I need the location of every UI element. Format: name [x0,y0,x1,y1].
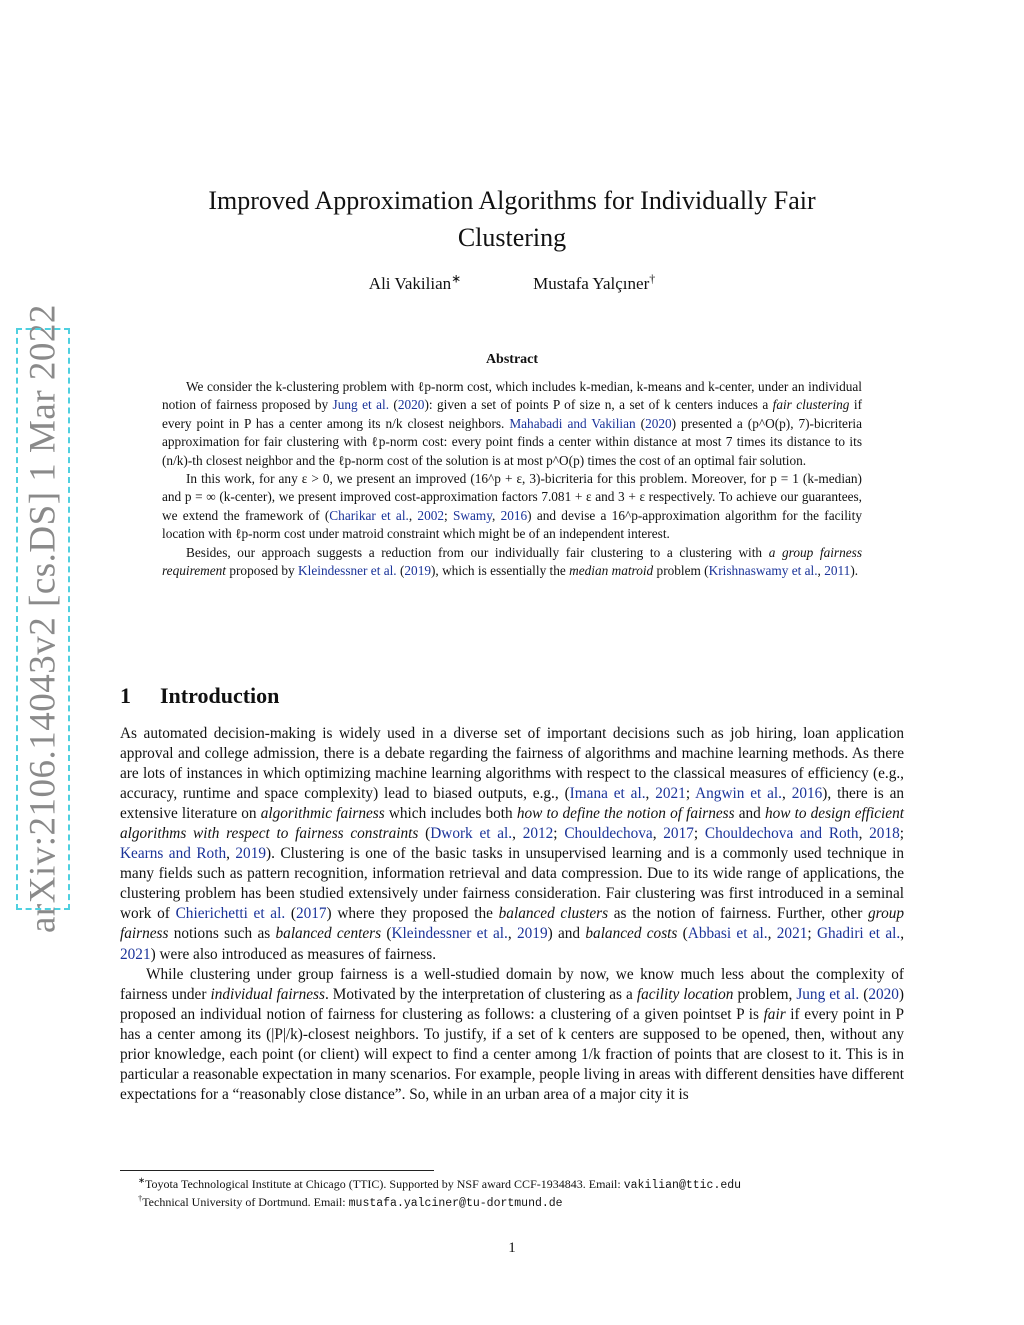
citation-year-link[interactable]: 2021 [120,945,151,963]
body-paragraph: While clustering under group fairness is a well-studied domain by now, we know much less about the complexity of fairness under individual fairness. Motivated by the interpretation of clustering as a facility location problem, Jung et al. (2020) proposed an individual notion of fairness for clustering as follows: a clustering of a given pointset P is fair if every point in P has a center among its (|P|/k)-closest neighbors. To justify, if a set of k centers are supposed to be opened, then, without any prior knowledge, each point (or client) will expect to find a center among 1/k fraction of points that are closest to it. This is in particular a reasonable expectation in many scenarios. For example, people living in areas with different densities have different expectations for a “reasonably close distance”. So, while in an urban area of a major city it is [120,965,905,1103]
author-name: Mustafa Yalçıner [533,274,650,293]
author-name: Ali Vakilian [368,274,452,293]
footnotes [120,1176,904,1212]
section-title: Introduction [160,683,280,708]
section-heading-introduction [120,683,910,709]
footnote-mark[interactable]: † [649,271,656,286]
abstract-paragraph: In this work, for any ε > 0, we present an improved (16^p + ε, 3)-bicriteria for this problem. Moreover, for p = 1 (k-median) and p = ∞ (k-center), we present improved cost-approximation factors 7.081 + ε and 3 + ε respectively. To achieve our guarantees, we extend the framework of (Charikar et al., 2002; Swamy, 2016) and devise a 16^p-approximation algorithm for the facility location with ℓp-norm cost under matroid constraint which might be of an independent interest. [162,471,862,542]
citation-year-link[interactable]: 2016 [791,785,823,803]
introduction-body [120,724,904,1105]
abstract-paragraph: Besides, our approach suggests a reduction from our individually fair clustering to a clustering with a group fairness requirement proposed by Kleindessner et al. (2019), which is essentially the median matroid problem (Krishnaswamy et al., 2011). [162,544,862,579]
abstract-heading: Abstract [485,352,539,367]
citation-year-link[interactable]: 2020 [868,985,899,1003]
citation-year-link[interactable]: 2012 [522,825,554,843]
citation-link[interactable]: Abbasi et al. [687,925,768,943]
citation-year-link[interactable]: 2020 [397,397,425,413]
citation-link[interactable]: Angwin et al. [695,785,783,803]
citation-link[interactable]: Mahabadi and Vakilian [509,415,636,431]
citation-year-link[interactable]: 2016 [500,507,528,523]
citation-link[interactable]: Jung et al. [332,397,390,413]
abstract-paragraph: We consider the k-clustering problem with ℓp-norm cost, which includes k-median, k-means and k-center, under an individual notion of fairness proposed by Jung et al. (2020): given a set of points P of size n, a set of k centers induces a fair clustering if every point in P has a center among its n/k closest neighbors. Mahabadi and Vakilian (2020) presented a (p^O(p), 7)-bicriteria approximation for fair clustering with ℓp-norm cost: every point finds a center within distance at most 7 times its distance to its (n/k)-th closest neighbor and the ℓp-norm cost of the solution is at most p^O(p) times the cost of an optimal fair solution. [162,379,862,468]
author-1 [368,271,462,294]
footnote-mark: † [138,1194,143,1203]
citation-link[interactable]: Kearns and Roth [120,845,227,863]
citation-year-link[interactable]: 2019 [235,845,266,863]
citation-year-link[interactable]: 2017 [663,825,694,843]
footnote-mark[interactable]: ∗ [451,271,462,286]
page-number: 1 [508,1240,516,1256]
citation-link[interactable]: Jung et al. [796,985,860,1003]
citation-year-link[interactable]: 2021 [776,925,808,943]
citation-year-link[interactable]: 2018 [869,825,900,843]
citation-link[interactable]: Chouldechova [564,825,653,843]
citation-link[interactable]: Charikar et al. [329,507,409,523]
citation-link[interactable]: Chierichetti et al. [175,905,286,923]
email-link[interactable]: mustafa.yalciner@tu-dortmund.de [348,1197,563,1210]
citation-year-link[interactable]: 2019 [404,563,431,579]
arxiv-identifier-stamp[interactable]: arXiv:2106.14043v2 [cs.DS] 1 Mar 2022 [18,330,68,908]
citation-link[interactable]: Ghadiri et al. [816,925,901,943]
citation-link[interactable]: Dwork et al. [430,825,513,843]
citation-link[interactable]: Krishnaswamy et al. [708,563,818,579]
footnote-mark: ∗ [138,1176,146,1185]
citation-link[interactable]: Imana et al. [569,785,646,803]
citation-link[interactable]: Kleindessner et al. [298,563,397,579]
citation-year-link[interactable]: 2019 [517,925,548,943]
citation-year-link[interactable]: 2021 [655,785,686,803]
citation-year-link[interactable]: 2020 [645,415,672,431]
citation-link[interactable]: Chouldechova and Roth [704,825,859,843]
section-number: 1 [120,683,131,708]
citation-link[interactable]: Kleindessner et al. [391,925,508,943]
citation-link[interactable]: Swamy [452,507,492,523]
author-2 [533,271,656,294]
author-list [160,271,864,294]
abstract-body [162,378,862,580]
citation-year-link[interactable]: 2017 [295,905,327,923]
footnote-2: †Technical University of Dortmund. Email: mustafa.yalciner@tu-dortmund.de [138,1194,563,1210]
footnote-1: ∗Toyota Technological Institute at Chicago (TTIC). Supported by NSF award CCF-1934843. Email: vakilian@ttic.edu [138,1176,742,1192]
footnote-divider [120,1170,434,1171]
body-paragraph: As automated decision-making is widely used in a diverse set of important decisions such as job hiring, loan application approval and college admission, there is a debate regarding the fairness of algorithms and machine learning methods. As there are lots of instances in which optimizing machine learning algorithms with respect to the classical measures of efficiency (e.g., accuracy, runtime and space complexity) lead to biased outputs, e.g., (Imana et al., 2021; Angwin et al., 2016), there is an extensive literature on algorithmic fairness which includes both how to define the notion of fairness and how to design efficient algorithms with respect to fairness constraints (Dwork et al., 2012; Chouldechova, 2017; Chouldechova and Roth, 2018; Kearns and Roth, 2019). Clustering is one of the basic tasks in unsupervised learning and is a commonly used technique in many fields such as pattern recognition, information retrieval and data compression. Due to its wide range of applications, the clustering problem has been studied extensively under fairness consideration. Fair clustering was first introduced in a seminal work of Chierichetti et al. (2017) where they proposed the balanced clusters as the notion of fairness. Further, other group fairness notions such as balanced centers (Kleindessner et al., 2019) and balanced costs (Abbasi et al., 2021; Ghadiri et al., 2021) were also introduced as measures of fairness. [120,725,905,963]
citation-year-link[interactable]: 2002 [417,507,445,523]
paper-title: Improved Approximation Algorithms for Individually Fair Clustering [208,186,816,252]
citation-year-link[interactable]: 2011 [824,563,851,579]
email-link[interactable]: vakilian@ttic.edu [623,1179,742,1192]
